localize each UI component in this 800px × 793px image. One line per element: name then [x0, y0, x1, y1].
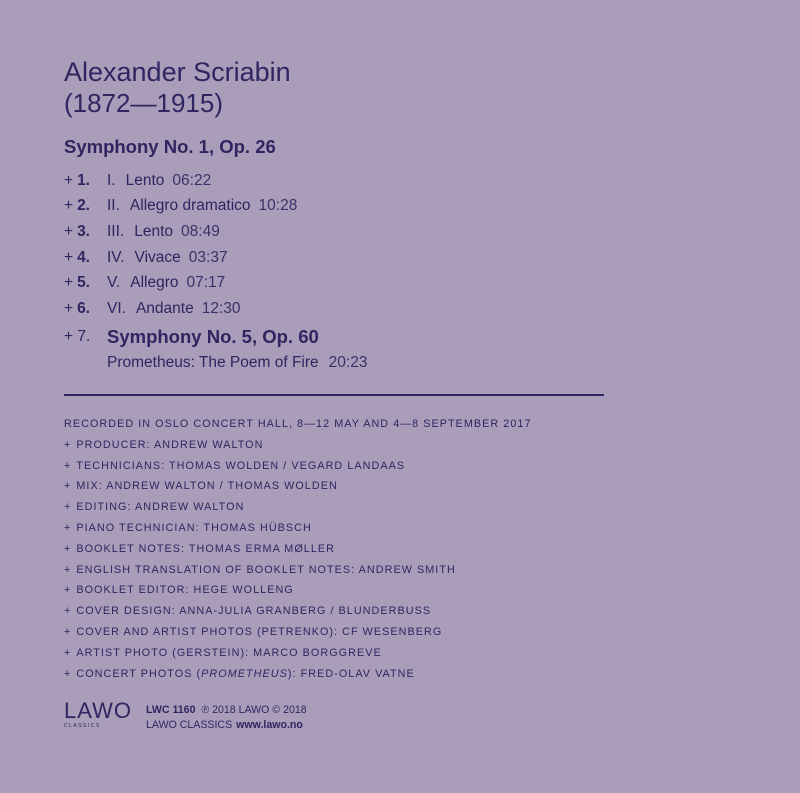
credit-line: + EDITING: ANDREW WALTON: [64, 501, 245, 514]
plus-marker: +: [64, 274, 74, 292]
rights-line: ℗ 2018 LAWO © 2018: [201, 704, 307, 716]
credit-text: ARTIST PHOTO (GERSTEIN): MARCO BORGGREVE: [76, 646, 382, 659]
credit-line: + BOOKLET EDITOR: HEGE WOLLENG: [64, 584, 294, 597]
credit-line: + COVER AND ARTIST PHOTOS (PETRENKO): CF WESENBERG: [64, 625, 443, 638]
track-row: [64, 219, 297, 245]
movement-numeral: I.: [107, 171, 116, 189]
work-title-symphony-5: [64, 326, 319, 348]
label-name: LAWO CLASSICS: [146, 719, 233, 731]
movement-title: Andante: [135, 299, 194, 317]
credit-line: + ARTIST PHOTO (GERSTEIN): MARCO BORGGREVE: [64, 646, 382, 659]
credit-line: + CONCERT PHOTOS (PROMETHEUS): FRED-OLAV VATNE: [64, 667, 415, 680]
credit-text: COVER AND ARTIST PHOTOS (PETRENKO): CF WESENBERG: [76, 625, 443, 638]
credit-line: + TECHNICIANS: THOMAS WOLDEN / VEGARD LANDAAS: [64, 459, 406, 472]
credit-text: CONCERT PHOTOS (: [76, 667, 202, 680]
track-number: 6.: [77, 299, 90, 317]
movement-numeral: III.: [107, 222, 125, 240]
plus-marker: +: [64, 197, 74, 215]
credit-text: PIANO TECHNICIAN: THOMAS HÜBSCH: [76, 521, 312, 534]
track-row: [64, 194, 297, 220]
movement-numeral: VI.: [107, 299, 126, 317]
credit-line: + PIANO TECHNICIAN: THOMAS HÜBSCH: [64, 521, 312, 534]
track-row: [64, 168, 297, 194]
composer-years: (1872—1915): [64, 88, 223, 118]
credit-line: + MIX: ANDREW WALTON / THOMAS WOLDEN: [64, 480, 338, 493]
track-number: + 7.: [64, 328, 91, 345]
movement-title: Allegro: [130, 274, 179, 292]
movement-title: Lento: [134, 222, 174, 240]
plus-marker: +: [64, 222, 74, 240]
movement-title: Lento: [125, 171, 165, 189]
credit-text: ENGLISH TRANSLATION OF BOOKLET NOTES: ANDREW SMITH: [76, 563, 456, 576]
credit-text: MIX: ANDREW WALTON / THOMAS WOLDEN: [76, 480, 338, 493]
track-duration: 08:49: [181, 222, 220, 240]
track-number: 4.: [77, 248, 90, 266]
track-duration: 20:23: [328, 354, 368, 371]
credit-line: + COVER DESIGN: ANNA-JULIA GRANBERG / BLUNDERBUSS: [64, 605, 432, 618]
credit-text: EDITING: ANDREW WALTON: [76, 501, 245, 514]
movement-title: Vivace: [134, 248, 181, 266]
credit-text: BOOKLET NOTES: THOMAS ERMA MØLLER: [76, 542, 335, 555]
work-title-symphony-1: Symphony No. 1, Op. 26: [64, 136, 276, 157]
track-row: [64, 245, 297, 271]
track-duration: 10:28: [258, 197, 298, 215]
track-number: 2.: [77, 197, 90, 215]
credit-line: + ENGLISH TRANSLATION OF BOOKLET NOTES: ANDREW SMITH: [64, 563, 456, 576]
work-subtitle-text: Prometheus: The Poem of Fire: [107, 354, 319, 371]
track-number: 5.: [77, 274, 90, 292]
track-row: [64, 296, 297, 322]
movement-title: Allegro dramatico: [129, 197, 251, 215]
divider-line: [64, 394, 604, 396]
credit-text: PRODUCER: ANDREW WALTON: [76, 438, 264, 451]
catalog-number: LWC 1160: [146, 704, 196, 716]
movement-numeral: V.: [107, 274, 121, 292]
catalog-info: [146, 703, 307, 733]
lawo-logo: [64, 700, 138, 736]
logo-subtitle: CLASSICS: [64, 723, 101, 729]
credit-text: COVER DESIGN: ANNA-JULIA GRANBERG / BLUNDERBUSS: [76, 605, 432, 618]
work-title: Symphony No. 5, Op. 60: [107, 326, 319, 347]
track-row: [64, 270, 297, 296]
plus-marker: +: [64, 171, 74, 189]
track-duration: 07:17: [186, 274, 226, 292]
plus-marker: +: [64, 299, 74, 317]
credit-text: ): FRED-OLAV VATNE: [287, 667, 415, 680]
logo-word: LAWO: [64, 698, 132, 723]
work-subtitle: [107, 354, 367, 372]
track-duration: 12:30: [201, 299, 241, 317]
composer-name: Alexander Scriabin: [64, 57, 291, 87]
credit-text: BOOKLET EDITOR: HEGE WOLLENG: [76, 584, 294, 597]
track-duration: 03:37: [188, 248, 228, 266]
track-number: 3.: [77, 222, 90, 240]
credit-line: + PRODUCER: ANDREW WALTON: [64, 438, 264, 451]
credit-recorded: RECORDED IN OSLO CONCERT HALL, 8—12 MAY AND 4—8 SEPTEMBER 2017: [64, 418, 532, 430]
credit-line: + BOOKLET NOTES: THOMAS ERMA MØLLER: [64, 542, 335, 555]
movement-numeral: II.: [107, 197, 120, 215]
credit-text: TECHNICIANS: THOMAS WOLDEN / VEGARD LANDAAS: [76, 459, 406, 472]
website-link: www.lawo.no: [236, 719, 303, 731]
track-duration: 06:22: [172, 171, 212, 189]
credit-italic: PROMETHEUS: [201, 667, 288, 680]
track-number: 1.: [77, 171, 90, 189]
plus-marker: +: [64, 248, 74, 266]
track-list: [64, 168, 297, 322]
movement-numeral: IV.: [107, 248, 125, 266]
credits-list: [64, 418, 532, 688]
